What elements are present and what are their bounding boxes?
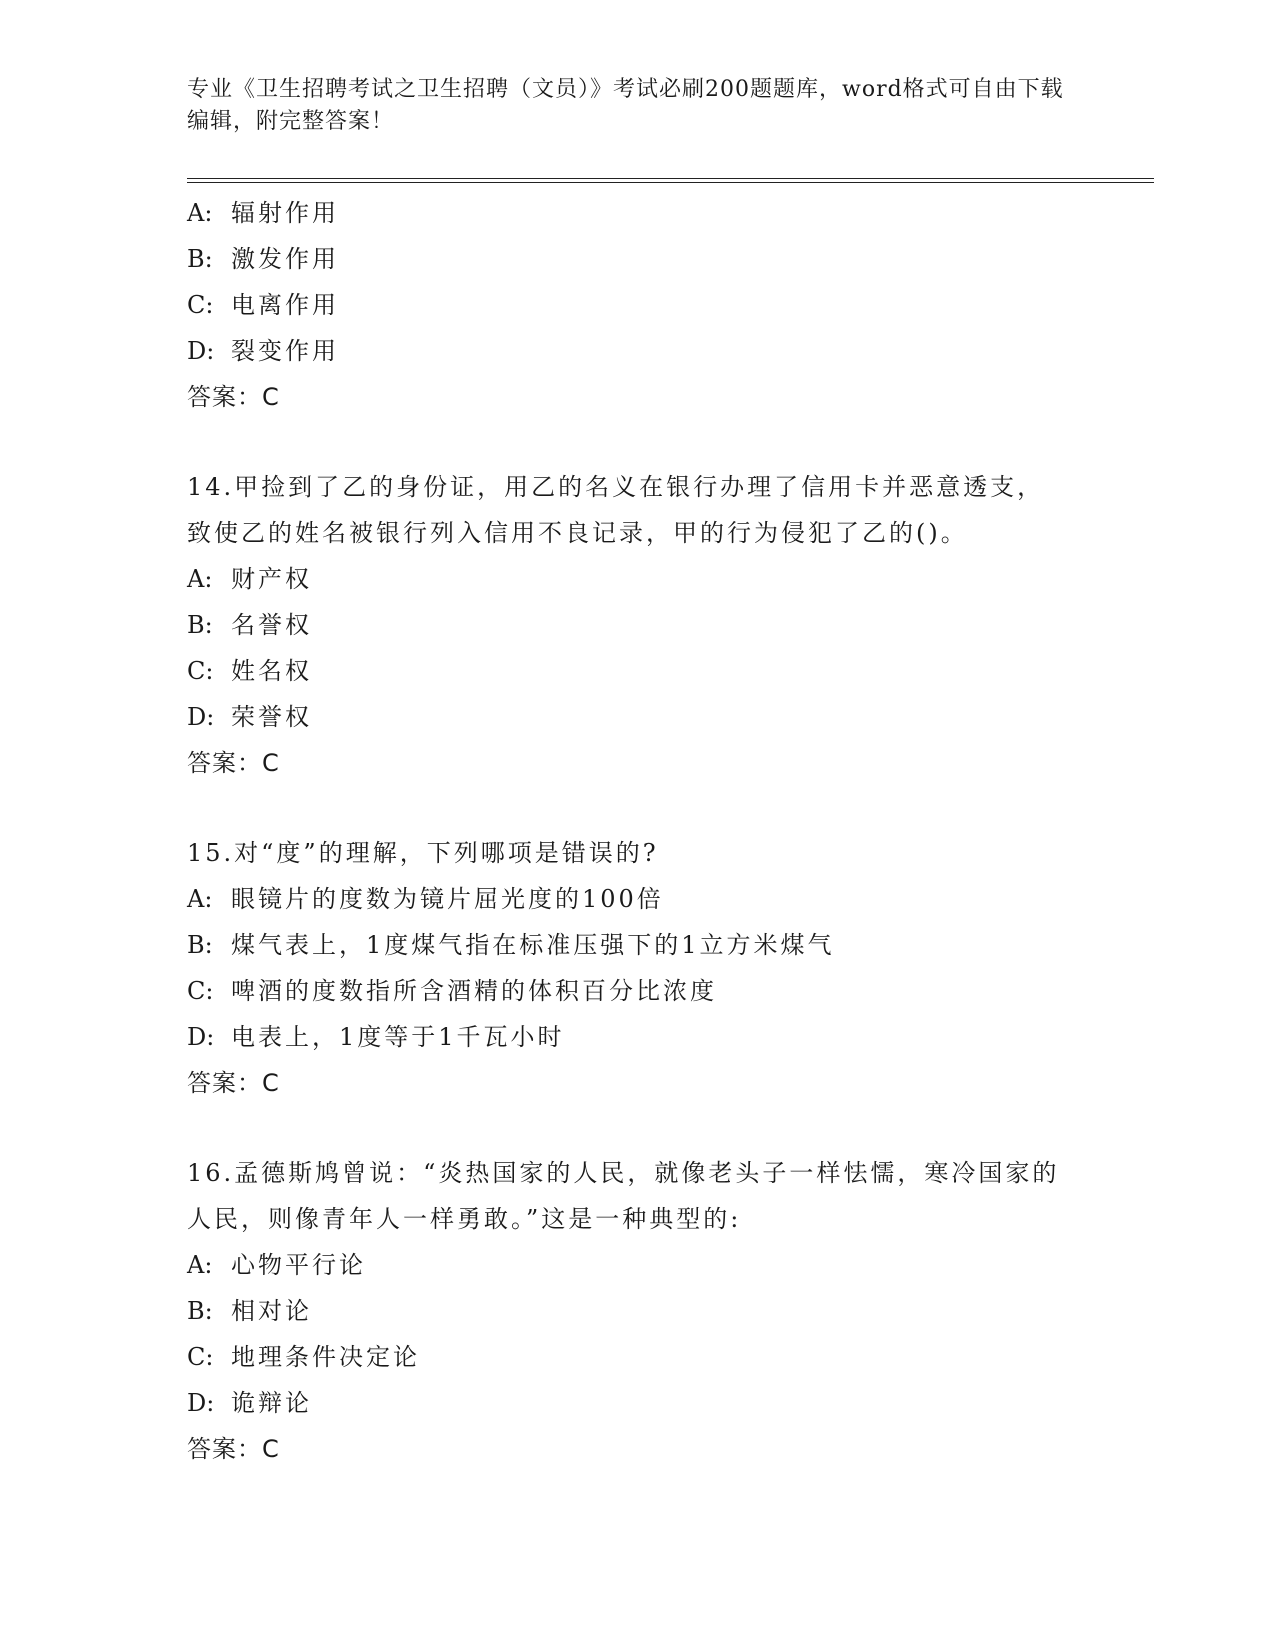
option-text: 辐射作用 [231,199,339,227]
document-header: 专业《卫生招聘考试之卫生招聘（文员）》考试必刷200题题库，word格式可自由下载编辑，附完整答案！ [187,77,1064,134]
question-14 [187,464,1087,786]
option-text: 地理条件决定论 [231,1343,420,1371]
option-a [187,1242,1087,1288]
spacer [187,420,1087,464]
question-15 [187,830,1087,1106]
option-letter: A: [187,1251,213,1279]
option-letter: A: [187,199,213,227]
question-stem: 15.对“度”的理解，下列哪项是错误的? [187,839,659,867]
option-c [187,282,1087,328]
option-d [187,694,1087,740]
option-c [187,648,1087,694]
option-text: 裂变作用 [231,337,339,365]
option-b [187,922,1087,968]
option-text: 煤气表上，1度煤气指在标准压强下的1立方米煤气 [231,931,835,959]
option-text: 电离作用 [231,291,339,319]
option-letter: D: [187,1389,215,1417]
option-text: 眼镜片的度数为镜片屈光度的100倍 [231,885,664,913]
option-text: 财产权 [231,565,312,593]
option-a [187,190,1087,236]
question-stem: 16.孟德斯鸠曾说：“炎热国家的人民，就像老头子一样怯懦，寒冷国家的人民，则像青年人一样勇敢。”这是一种典型的: [187,1159,1060,1233]
option-text: 姓名权 [231,657,312,685]
question-content [187,190,1087,1472]
option-text: 荣誉权 [231,703,312,731]
option-text: 相对论 [231,1297,312,1325]
option-text: 诡辩论 [231,1389,312,1417]
option-d [187,1380,1087,1426]
option-b [187,236,1087,282]
spacer [187,786,1087,830]
option-letter: B: [187,611,213,639]
option-letter: C: [187,291,214,319]
option-letter: D: [187,1023,215,1051]
option-letter: C: [187,657,214,685]
option-letter: B: [187,245,213,273]
option-letter: D: [187,337,215,365]
option-letter: B: [187,931,213,959]
option-text: 心物平行论 [231,1251,366,1279]
question-stem: 14.甲捡到了乙的身份证，用乙的名义在银行办理了信用卡并恶意透支，致使乙的姓名被银行列入信用不良记录，甲的行为侵犯了乙的()。 [187,473,1045,547]
option-letter: A: [187,885,213,913]
header-divider [187,178,1154,179]
option-d [187,328,1087,374]
option-text: 啤酒的度数指所含酒精的体积百分比浓度 [231,977,717,1005]
option-letter: C: [187,977,214,1005]
option-text: 电表上，1度等于1千瓦小时 [231,1023,565,1051]
option-c [187,968,1087,1014]
spacer [187,1106,1087,1150]
option-letter: C: [187,1343,214,1371]
option-letter: D: [187,703,215,731]
answer-line: 答案：C [187,1069,280,1097]
option-a [187,556,1087,602]
question-16 [187,1150,1087,1472]
option-letter: B: [187,1297,213,1325]
option-a [187,876,1087,922]
option-c [187,1334,1087,1380]
answer-line: 答案：C [187,383,280,411]
option-text: 名誉权 [231,611,312,639]
question-13 [187,190,1087,420]
option-letter: A: [187,565,213,593]
option-b [187,1288,1087,1334]
option-text: 激发作用 [231,245,339,273]
option-b [187,602,1087,648]
answer-line: 答案：C [187,749,280,777]
option-d [187,1014,1087,1060]
answer-line: 答案：C [187,1435,280,1463]
header-divider-double [187,182,1154,183]
